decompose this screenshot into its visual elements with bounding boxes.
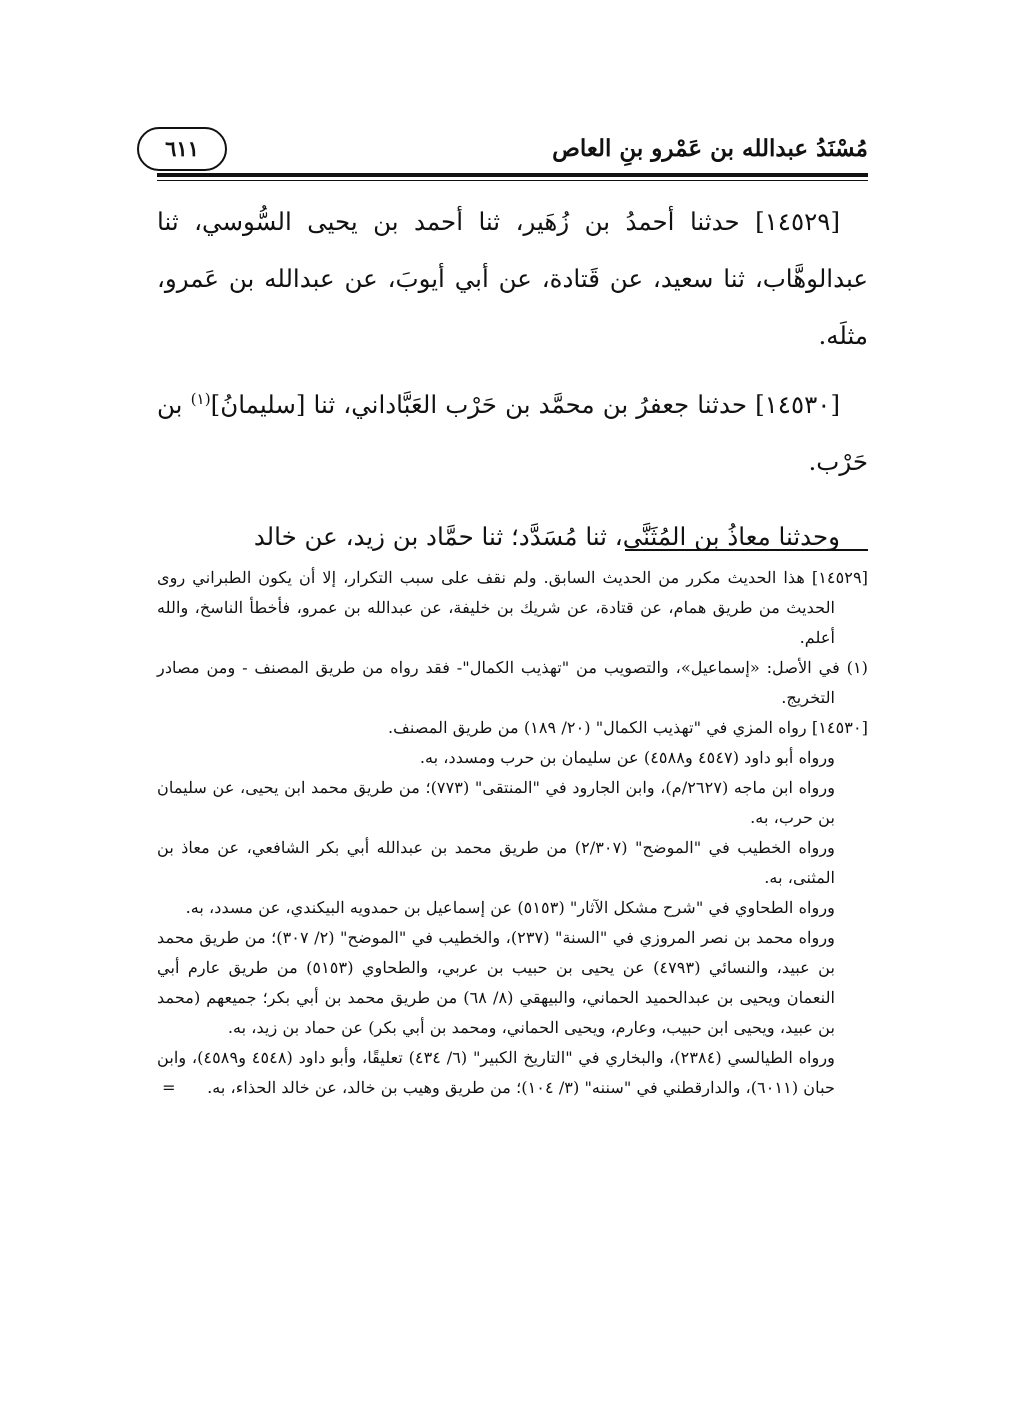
footnote-14530-line-ibn-majah: ورواه ابن ماجه (٢٦٢٧/م)، وابن الجارود في "المنتقى" (٧٧٣)؛ من طريق محمد ابن يحيى، عن سليمان بن حرب، به. bbox=[157, 778, 836, 827]
footnote-14530-line-tayalisi bbox=[157, 1043, 868, 1103]
footnote-14530: [١٤٥٣٠] رواه المزي في "تهذيب الكمال" (٢٠/ ١٨٩) من طريق المصنف. bbox=[387, 718, 868, 737]
hadith-text-before-ref: [١٤٥٣٠] حدثنا جعفرُ بن محمَّد بن حَرْب العَبَّاداني، ثنا [سليمانُ] bbox=[210, 390, 840, 419]
footnote-14530-line-marwazi: ورواه محمد بن نصر المروزي في "السنة" (٢٣٧)، والخطيب في "الموضح" (٢/ ٣٠٧)؛ من طريق محمد بن عبيد، والنسائي (٤٧٩٣) عن يحيى بن حبيب بن عربي، والطحاوي (٥١٥٣) من طريق عارم أبي النعمان ويحيى بن عبدالحميد الحماني، والبيهقي (٨/ ٦٨) من طريق محمد بن أبي بكر؛ جميعهم (محمد بن عبيد، ويحيى ابن حبيب، وعارم، ويحيى الحماني، ومحمد بن أبي بكر) عن حماد بن زيد، به. bbox=[157, 928, 836, 1037]
footnote-reference: (١) bbox=[190, 389, 211, 408]
page-number: ٦١١ bbox=[137, 127, 227, 171]
footnote-14530-line-tayalisi-text: ورواه الطيالسي (٢٣٨٤)، والبخاري في "التاريخ الكبير" (٦/ ٤٣٤) تعليقًا، وأبو داود (٤٥٤٨ و٤٥٨٩)، وابن حبان (٦٠١١)، والدارقطني في "سننه" (٣/ ١٠٤)؛ من طريق وهيب بن خالد، عن خالد الحذاء، به. bbox=[157, 1048, 836, 1097]
header-rule-thin bbox=[157, 180, 868, 181]
footnote-14529: [١٤٥٢٩] هذا الحديث مكرر من الحديث السابق. ولم نقف على سبب التكرار، إلا أن يكون الطبراني روى الحديث من طريق همام، عن قتادة، عن شريك بن خليفة، عن عبدالله بن عمرو، فأخطأ الناسخ، والله أعلم. bbox=[157, 568, 868, 647]
header-rule-thick bbox=[157, 173, 868, 177]
footnotes bbox=[157, 563, 868, 1103]
hadith-paragraph-14529: [١٤٥٢٩] حدثنا أحمدُ بن زُهَير، ثنا أحمد بن يحيى السُّوسي، ثنا عبدالوهَّاب، ثنا سعيد، عن قَتادة، عن أبي أيوبَ، عن عبدالله بن عَمرو، مثلَه. bbox=[157, 207, 868, 350]
hadith-paragraph-continuation: وحدثنا معاذُ بن المُثَنَّى، ثنا مُسَدَّد؛ ثنا حمَّاد بن زيد، عن خالد bbox=[253, 522, 840, 551]
running-title: مُسْنَدُ عبدالله بن عَمْرو بنِ العاص bbox=[552, 135, 868, 162]
footnote-14530-line-khatib: ورواه الخطيب في "الموضح" (٢/٣٠٧) من طريق محمد بن عبدالله أبي بكر الشافعي، عن معاذ بن المثنى، به. bbox=[157, 838, 835, 887]
main-text bbox=[157, 193, 868, 577]
footnote-14530-line-tahawi: ورواه الطحاوي في "شرح مشكل الآثار" (٥١٥٣) عن إسماعيل بن حمدويه البيكندي، عن مسدد، به. bbox=[185, 898, 835, 917]
continuation-mark: = bbox=[162, 1078, 176, 1097]
footnote-divider bbox=[625, 549, 868, 551]
hadith-paragraph-14530 bbox=[157, 376, 868, 490]
hadith-text-after-ref: بن حَرْب. bbox=[157, 390, 868, 476]
footnote-14530-line-abu-dawud: ورواه أبو داود (٤٥٤٧ و٤٥٨٨) عن سليمان بن حرب ومسدد، به. bbox=[419, 748, 835, 767]
footnote-1: (١) في الأصل: «إسماعيل»، والتصويب من "تهذيب الكمال"- فقد رواه من طريق المصنف - ومن مصادر التخريج. bbox=[157, 658, 868, 707]
